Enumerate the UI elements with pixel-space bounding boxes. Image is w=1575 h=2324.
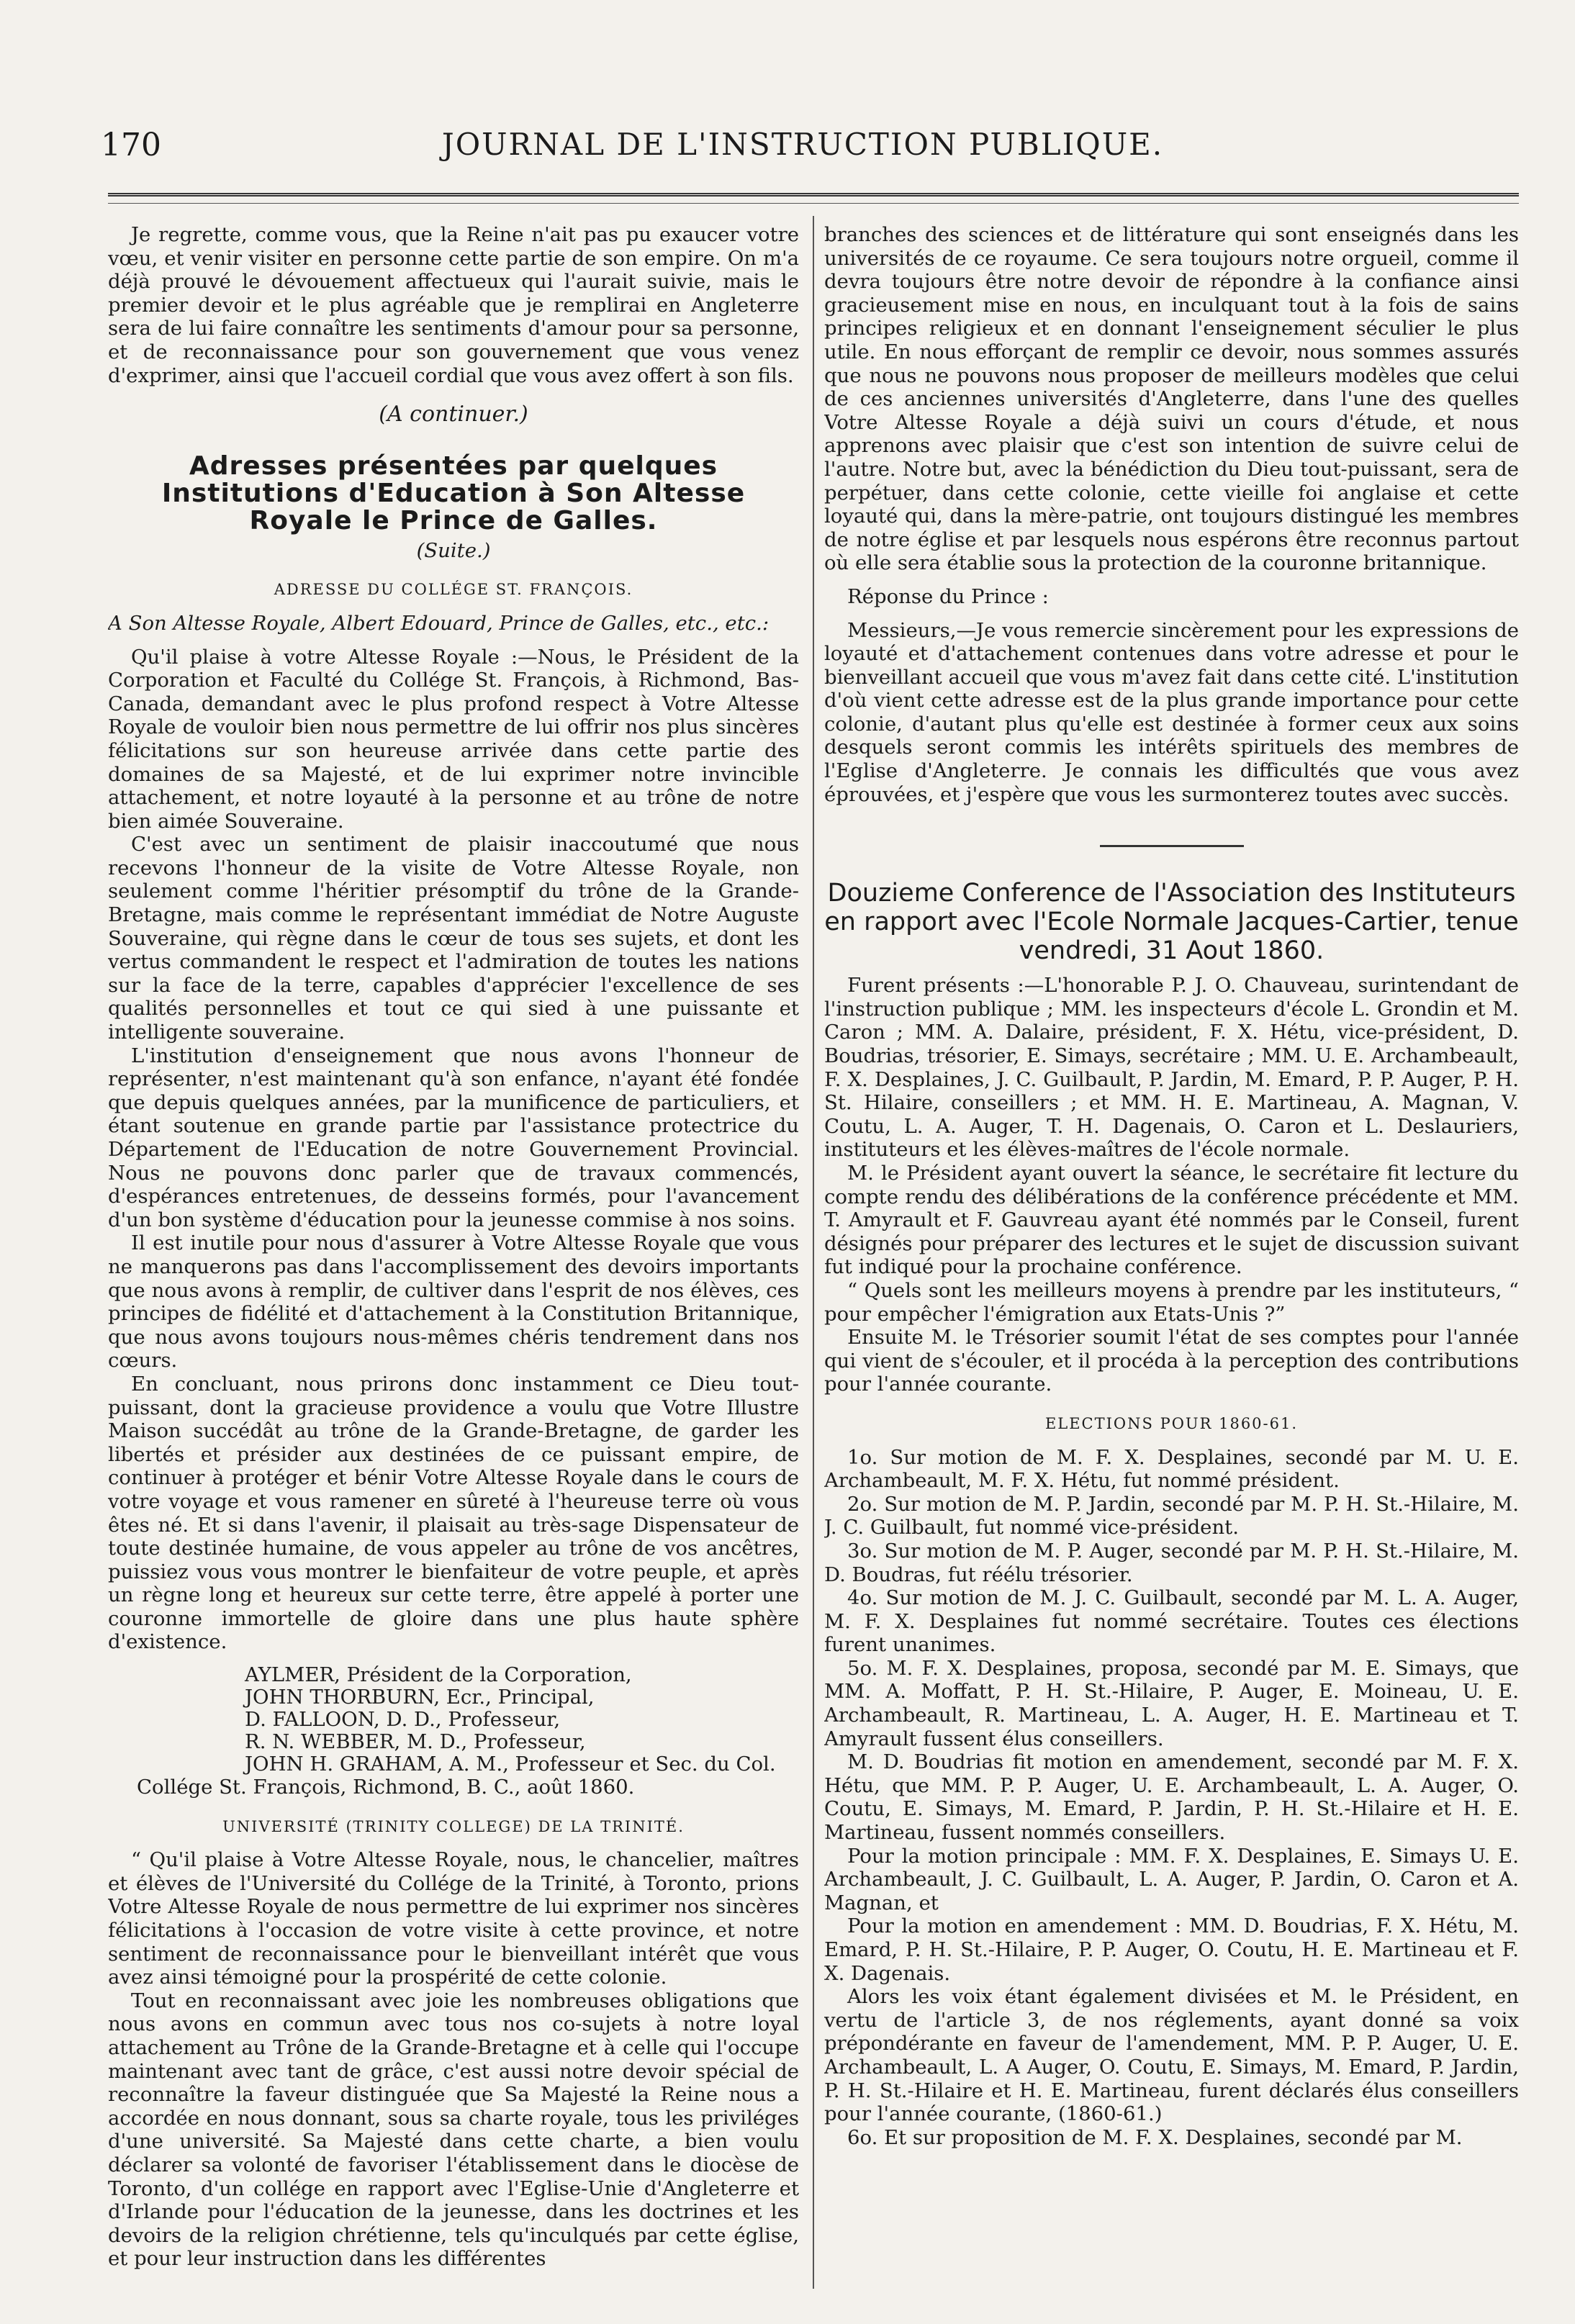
header-rule-thin	[108, 203, 1519, 204]
paragraph: Qu'il plaise à votre Altesse Royale :—Nous, le Président de la Corporation et Faculté du Collége St. François, à Richmond, Bas-Canada, demandant avec le plus profond respect à Votre Altesse Royale de vouloir bien nous permettre de lui offrir nos plus sincères félicitations sur son heureuse arrivée dans cette partie des domaines de sa Majesté, et de lui exprimer notre invincible attachement, et notre loyauté à la personne et au trône de notre bien aimée Souveraine.	[108, 645, 799, 833]
signature-line: R. N. WEBBER, M. D., Professeur,	[245, 1730, 586, 1754]
spacer	[824, 575, 1519, 585]
paragraph: M. le Président ayant ouvert la séance, le secrétaire fit lecture du compte rendu des délibérations de la conférence précédente et MM. T. Amyrault et F. Gauvreau ayant été nommés par le Conseil, furent désignés pour préparer des lectures et le sujet de discussion suivant fut indiqué pour la prochaine conférence.	[824, 1162, 1519, 1279]
paragraph: Il est inutile pour nous d'assurer à Votre Altesse Royale que vous ne manquerons pas dans l'accomplissement des devoirs importants que nous avons à remplir, de cultiver dans l'esprit de nos élèves, ces principes de fidélité et d'attachement à la Constitution Britannique, que nous avons toujours nous-mêmes chéris tendrement dans nos cœurs.	[108, 1231, 799, 1373]
section-separator	[1100, 845, 1244, 847]
column-divider	[813, 216, 814, 2289]
section-title: Douzieme Conference de l'Association des Instituteurs en rapport avec l'Ecole Normale Jacques-Cartier, tenue vendredi, 31 Aout 1860.	[824, 879, 1519, 966]
quotation: “ Quels sont les meilleurs moyens à prendre par les instituteurs, “ pour empêcher l'émigration aux Etats-Unis ?”	[824, 1278, 1519, 1326]
spacer	[824, 609, 1519, 619]
salutation: A Son Altesse Royale, Albert Edouard, Prince de Galles, etc., etc.:	[108, 611, 770, 635]
signature-place-date: Collége St. François, Richmond, B. C., août 1860.	[137, 1776, 635, 1799]
suite-label: (Suite.)	[416, 538, 491, 562]
spacer	[108, 1654, 799, 1664]
signature-line: JOHN THORBURN, Ecr., Principal,	[245, 1686, 595, 1709]
to-be-continued: (A continuer.)	[379, 402, 528, 428]
paragraph: Ensuite M. le Trésorier soumit l'état de ses comptes pour l'année qui vient de s'écouler, et il procéda à la perception des contributions pour l'année courante.	[824, 1326, 1519, 1396]
election-item: 2o. Sur motion de M. P. Jardin, secondé par M. P. H. St.-Hilaire, M. J. C. Guilbault, fut nommé vice-président.	[824, 1492, 1519, 1539]
page-header	[101, 121, 1504, 171]
spacer	[108, 636, 799, 646]
journal-title: JOURNAL DE L'INSTRUCTION PUBLIQUE.	[441, 127, 1164, 162]
paragraph: Je regrette, comme vous, que la Reine n'ait pas pu exaucer votre vœu, et venir visiter en personne cette partie de son empire. On m'a déjà prouvé le dévouement affectueux qui l'aurait suivie, mais le premier devoir et le plus agréable que je remplirai en Angleterre sera de lui faire connaître les sentiments d'amour pour sa personne, et de reconnaissance pour son gouvernement que vous venez d'exprimer, ainsi que l'accueil cordial que vous avez offert à son fils.	[108, 223, 799, 387]
election-item: 4o. Sur motion de M. J. C. Guilbault, secondé par M. L. A. Auger, M. F. X. Desplaines fut nommé secrétaire. Toutes ces élections furent unanimes.	[824, 1586, 1519, 1657]
page-number: 170	[101, 127, 161, 163]
election-item: 5o. M. F. X. Desplaines, proposa, secondé par M. E. Simays, que MM. A. Moffatt, P. H. St.-Hilaire, P. Auger, E. Moineau, U. E. Archambeault, R. Martineau, L. A. Auger, H. E. Martineau et T. Amyrault fussent élus conseillers.	[824, 1656, 1519, 1750]
election-item: 3o. Sur motion de M. P. Auger, secondé par M. P. H. St.-Hilaire, M. D. Boudras, fut réélu trésorier.	[824, 1539, 1519, 1586]
paragraph: 6o. Et sur proposition de M. F. X. Desplaines, secondé par M.	[847, 2125, 1463, 2149]
signature-line: AYLMER, Président de la Corporation,	[245, 1663, 632, 1687]
paragraph: Alors les voix étant également divisées et M. le Président, en vertu de l'article 3, de nos réglements, ayant donné sa voix prépondérante en faveur de l'amendement, MM. P. P. Auger, U. E. Archambeault, L. A Auger, O. Coutu, E. Simays, M. Emard, P. Jardin, P. H. St.-Hilaire et H. E. Martineau, furent déclarés élus conseillers pour l'année courante, (1860-61.)	[824, 1985, 1519, 2126]
subsection-title: ADRESSE DU COLLÉGE ST. FRANÇOIS.	[274, 581, 633, 599]
right-column	[824, 223, 1519, 2296]
header-rule	[108, 193, 1519, 196]
paragraph: Pour la motion principale : MM. F. X. Desplaines, E. Simays U. E. Archambeault, J. C. Guilbault, L. A. Auger, P. Jardin, O. Caron et A. Magnan, et	[824, 1844, 1519, 1914]
section-title: Adresses présentées par quelques Institutions d'Education à Son Altesse Royale le Prince de Galles.	[161, 451, 746, 535]
election-item: 1o. Sur motion de M. F. X. Desplaines, secondé par M. U. E. Archambeault, M. F. X. Hétu, fut nommé président.	[824, 1445, 1519, 1493]
paragraph: “ Qu'il plaise à Votre Altesse Royale, nous, le chancelier, maîtres et élèves de l'Université du Collége de la Trinité, à Toronto, prions Votre Altesse Royale de nous permettre de lui exprimer nos sincères félicitations à l'occasion de votre visite à cette province, et notre sentiment de reconnaissance pour le bienveillant intérêt que vous avez ainsi témoigné pour la prospérité de cette colonie.	[108, 1848, 799, 1989]
paragraph: Furent présents :—L'honorable P. J. O. Chauveau, surintendant de l'instruction publique ; MM. les inspecteurs d'école L. Grondin et M. Caron ; MM. A. Dalaire, président, F. X. Hétu, vice-président, D. Boudrias, trésorier, E. Simays, secrétaire ; MM. U. E. Archambeault, F. X. Desplaines, J. C. Guilbault, P. Jardin, M. Emard, P. P. Auger, P. H. St. Hilaire, conseillers ; et MM. H. E. Martineau, A. Magnan, V. Coutu, L. A. Auger, T. H. Dagenais, O. Caron et L. Deslauriers, instituteurs et les élèves-maîtres de l'école normale.	[824, 974, 1519, 1162]
paragraph: L'institution d'enseignement que nous avons l'honneur de représenter, n'est maintenant qu'à son enfance, n'ayant été fondée que depuis quelques années, par la munificence de particuliers, et étant soutenue en grande partie par l'assistance protectrice du Département de l'Education de notre Gouvernement Provincial. Nous ne pouvons donc parler que de travaux commencés, d'espérances entretenues, de desseins formés, pour l'avancement d'un bon système d'éducation pour la jeunesse commise à nos soins.	[108, 1044, 799, 1231]
subsection-title: UNIVERSITÉ (TRINITY COLLEGE) DE LA TRINITÉ.	[222, 1817, 685, 1835]
paragraph: Messieurs,—Je vous remercie sincèrement pour les expressions de loyauté et d'attachement contenues dans votre adresse et pour le bienveillant accueil que vous m'avez fait dans cette cité. L'institution d'où vient cette adresse est de la plus grande importance pour cette colonie, d'autant plus qu'elle est destinée à former ceux aux soins desquels seront commis les intérêts spirituels des membres de l'Eglise d'Angleterre. Je connais les difficultés que vous avez éprouvées, et j'espère que vous les surmonterez toutes avec succès.	[824, 618, 1519, 806]
paragraph: M. D. Boudrias fit motion en amendement, secondé par M. F. X. Hétu, que MM. P. P. Auger, U. E. Archambeault, L. A. Auger, O. Coutu, E. Simays, M. Emard, P. Jardin, P. H. St.-Hilaire et H. E. Martineau, fussent nommés conseillers.	[824, 1750, 1519, 1845]
subsection-title: ELECTIONS POUR 1860-61.	[1044, 1414, 1299, 1432]
left-column	[108, 223, 799, 2296]
paragraph: branches des sciences et de littérature qui sont enseignés dans les universités de ce royaume. Ce sera toujours notre orgueil, comme il devra toujours être notre devoir de répondre à la confiance ainsi gracieusement mise en nous, en inculquant tout à la fois de sains principes religieux et en donnant l'enseignement séculier le plus utile. En nous efforçant de remplir ce devoir, nous sommes assurés que nous ne pouvons nous proposer de meilleurs modèles que celui de ces anciennes universités d'Angleterre, dans l'une des quelles Votre Altesse Royale a déjà suivi un cours d'étude, et nous apprenons avec plaisir que c'est son intention de suivre celui de l'autre. Notre but, avec la bénédiction du Dieu tout-puissant, sera de perpétuer, dans cette colonie, cette vieille foi anglaise et cette loyauté qui, dans la mère-patrie, ont toujours distingué les membres de notre église et par lesquels nous espérons être reconnus partout où elle sera établie sous la protection de la couronne britannique.	[824, 223, 1519, 575]
paragraph: C'est avec un sentiment de plaisir inaccoutumé que nous recevons l'honneur de la visite de Votre Altesse Royale, non seulement comme l'héritier présomptif du trône de la Grande-Bretagne, mais comme le représentant immédiat de Notre Auguste Souveraine, qui règne dans le cœur de tous ses sujets, et dont les vertus commandent le respect et l'admiration de toutes les nations sur la face de la terre, capables d'apprécier l'excellence de ses qualités personnelles et tout ce qui sied à une puissante et intelligente souveraine.	[108, 833, 799, 1044]
paragraph: Tout en reconnaissant avec joie les nombreuses obligations que nous avons en commun avec tous nos co-sujets à notre loyal attachement au Trône de la Grande-Bretagne et à celle qui l'occupe maintenant avec tant de grâce, c'est aussi notre devoir spécial de reconnaître la faveur distinguée que Sa Majesté la Reine nous a accordée en nous donnant, sous sa charte royale, tous les priviléges d'une université. Sa Majesté dans cette charte, a bien voulu déclarer sa volonté de favoriser l'établissement dans le diocèse de Toronto, d'un collége en rapport avec l'Eglise-Unie d'Angleterre et d'Irlande pour l'éducation de la jeunesse, dans les doctrines et les devoirs de la religion chrétienne, tels qu'inculqués par cette église, et pour leur instruction dans les différentes	[108, 1989, 799, 2271]
paragraph: Pour la motion en amendement : MM. D. Boudrias, F. X. Hétu, M. Emard, P. H. St.-Hilaire, P. P. Auger, O. Coutu, H. E. Martineau et F. X. Dagenais.	[824, 1914, 1519, 1985]
signature-line: JOHN H. GRAHAM, A. M., Professeur et Sec. du Col.	[245, 1753, 776, 1776]
paragraph: En concluant, nous prirons donc instamment ce Dieu tout-puissant, dont la gracieuse providence a voulu que Votre Illustre Maison succédât au trône de la Grande-Bretagne, de garder les libertés et présider aux destinées de ce puissant empire, de continuer à protéger et bénir Votre Altesse Royale dans le cours de votre voyage et vous ramener en sûreté à l'heureuse terre où vous êtes né. Et si dans l'avenir, il plaisait au très-sage Dispensateur de toute destinée humaine, de vous appeler au trône de vos ancêtres, puissiez vous vous montrer le bienfaiteur de votre peuple, et après un règne long et heureux sur cette terre, être appelé à porter une couronne immortelle de gloire dans une plus haute sphère d'existence.	[108, 1372, 799, 1654]
reply-heading: Réponse du Prince :	[847, 584, 1049, 608]
signature-line: D. FALLOON, D. D., Professeur,	[245, 1708, 561, 1732]
